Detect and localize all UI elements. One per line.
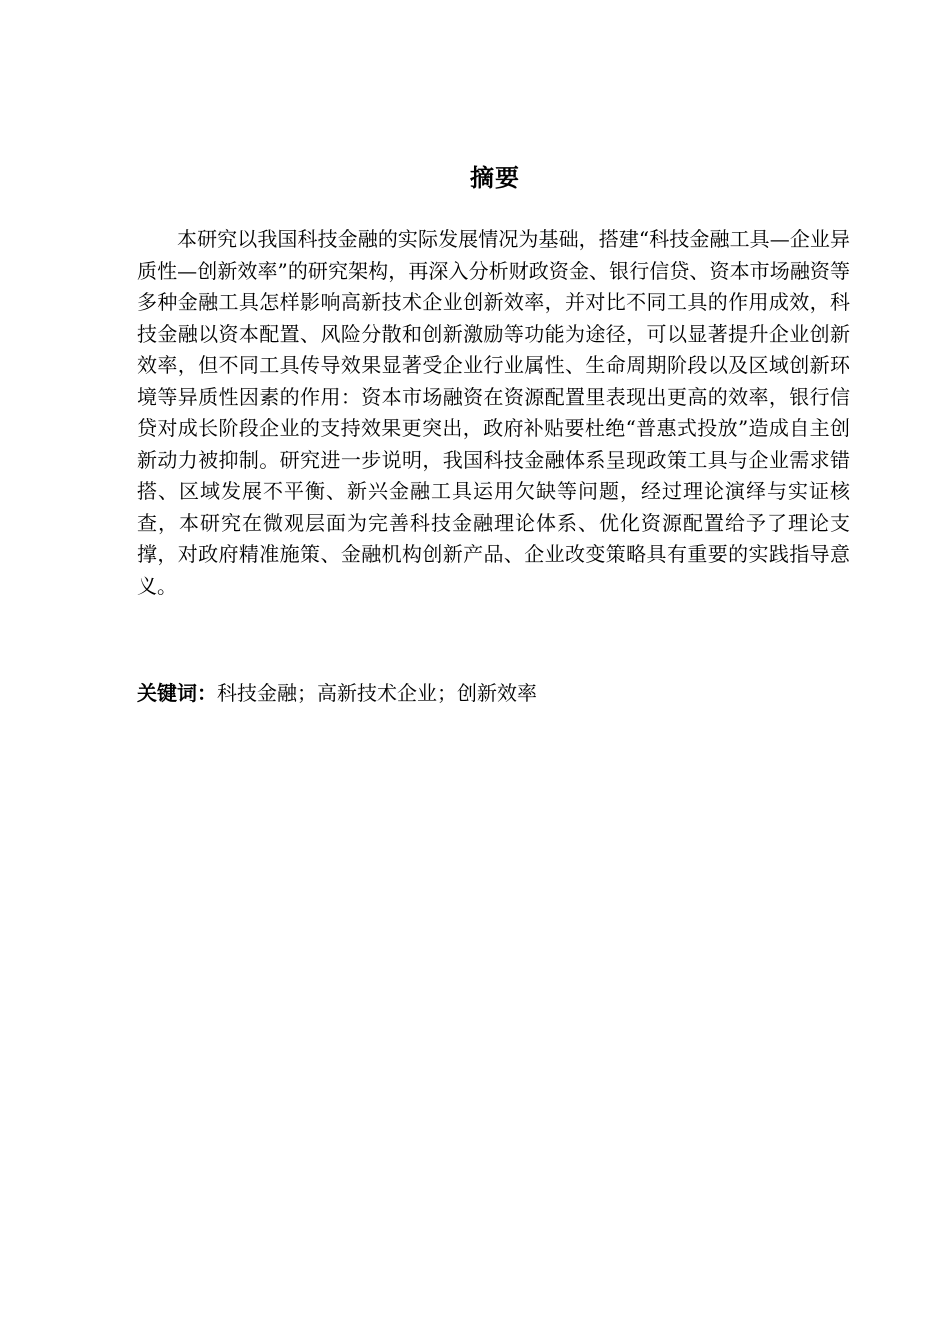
keywords-text: 科技金融；高新技术企业；创新效率 [217,681,537,705]
page-title: 摘要 [470,164,520,192]
abstract-paragraph: 本研究以我国科技金融的实际发展情况为基础，搭建“科技金融工具—企业异质性—创新效率”的研究架构，再深入分析财政资金、银行信贷、资本市场融资等多种金融工具怎样影响高新技术企业创新效率，并对比不同工具的作用成效，科技金融以资本配置、风险分散和创新激励等功能为途径，可以显著提升企业创新效率，但不同工具传导效果显著受企业行业属性、生命周期阶段以及区域创新环境等异质性因素的作用：资本市场融资在资源配置里表现出更高的效率，银行信贷对成长阶段企业的支持效果更突出，政府补贴要杜绝“普惠式投放”造成自主创新动力被抑制。研究进一步说明，我国科技金融体系呈现政策工具与企业需求错搭、区域发展不平衡、新兴金融工具运用欠缺等问题，经过理论演绎与实证核查，本研究在微观层面为完善科技金融理论体系、优化资源配置给予了理论支撑，对政府精准施策、金融机构创新产品、企业改变策略具有重要的实践指导意义。 [137,227,850,598]
keywords-label: 关键词： [137,681,217,705]
keywords-line [137,677,850,709]
